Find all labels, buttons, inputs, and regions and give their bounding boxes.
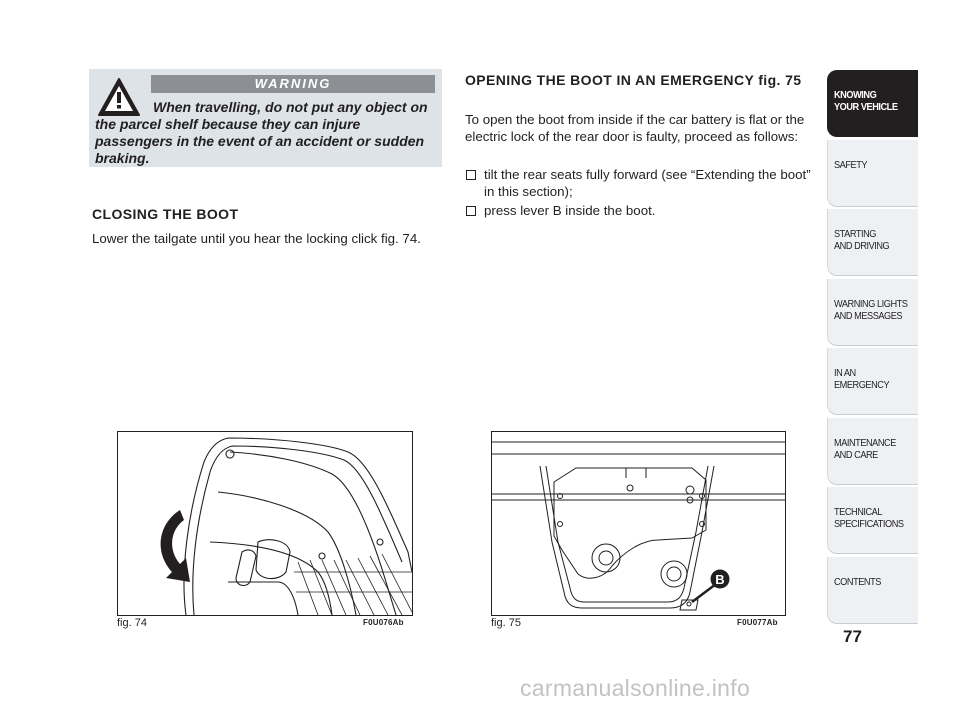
tab-knowing-your-vehicle[interactable]	[827, 70, 918, 137]
closing-boot-heading: CLOSING THE BOOT	[92, 206, 239, 222]
tab-label: TECHNICAL SPECIFICATIONS	[834, 507, 904, 530]
tab-warning-lights[interactable]	[827, 279, 918, 346]
tab-label: CONTENTS	[834, 576, 881, 588]
figure-75-code: F0U077Ab	[737, 618, 778, 627]
figure-74-tailgate	[117, 431, 413, 616]
list-item	[465, 166, 815, 200]
figure-74-caption: fig. 74	[117, 617, 147, 629]
tab-label: MAINTENANCE AND CARE	[834, 437, 896, 461]
rotation-arrow-icon	[161, 510, 190, 582]
watermark: carmanualsonline.info	[520, 675, 751, 701]
opening-steps-list	[465, 166, 815, 221]
tab-starting-and-driving[interactable]	[827, 209, 918, 276]
callout-b-badge	[711, 570, 730, 589]
tab-safety[interactable]	[827, 140, 918, 207]
warning-text: When travelling, do not put any object on the parcel shelf because they can injure passengers in the event of an accident or sudden braking.	[95, 99, 428, 166]
figure-75-caption: fig. 75	[491, 617, 521, 629]
warning-header: WARNING	[151, 75, 435, 93]
opening-boot-text: To open the boot from inside if the car battery is flat or the electric lock of the rear door is faulty, proceed as follows:	[465, 112, 805, 144]
chapter-tabs	[827, 70, 918, 626]
warning-box	[89, 69, 442, 167]
list-item	[465, 202, 815, 219]
tab-in-an-emergency[interactable]	[827, 348, 918, 415]
callout-b-label: B	[715, 572, 725, 587]
opening-boot-heading: OPENING THE BOOT IN AN EMERGENCY fig. 75	[465, 72, 802, 88]
figure-74-code: F0U076Ab	[363, 618, 404, 627]
tab-label: SAFETY	[834, 159, 868, 171]
step-text: press lever B inside the boot.	[484, 203, 656, 218]
tab-contents[interactable]	[827, 557, 918, 624]
tab-label: KNOWING YOUR VEHICLE	[834, 90, 898, 113]
tab-maintenance-and-care[interactable]	[827, 418, 918, 485]
closing-boot-text: Lower the tailgate until you hear the locking click fig. 74.	[92, 231, 421, 246]
figure-75-boot-lever	[491, 431, 786, 616]
checkbox-bullet-icon	[466, 206, 476, 216]
tab-label: WARNING LIGHTS AND MESSAGES	[834, 298, 908, 322]
tailgate-illustration	[118, 432, 412, 615]
tab-technical-specifications[interactable]	[827, 487, 918, 554]
tab-label: STARTING AND DRIVING	[834, 229, 890, 252]
page-number: 77	[843, 627, 862, 646]
tab-label: IN AN EMERGENCY	[834, 368, 890, 391]
lock-lever-illustration	[492, 432, 785, 615]
step-text: tilt the rear seats fully forward (see “Extending the boot” in this section);	[484, 167, 811, 199]
checkbox-bullet-icon	[466, 170, 476, 180]
